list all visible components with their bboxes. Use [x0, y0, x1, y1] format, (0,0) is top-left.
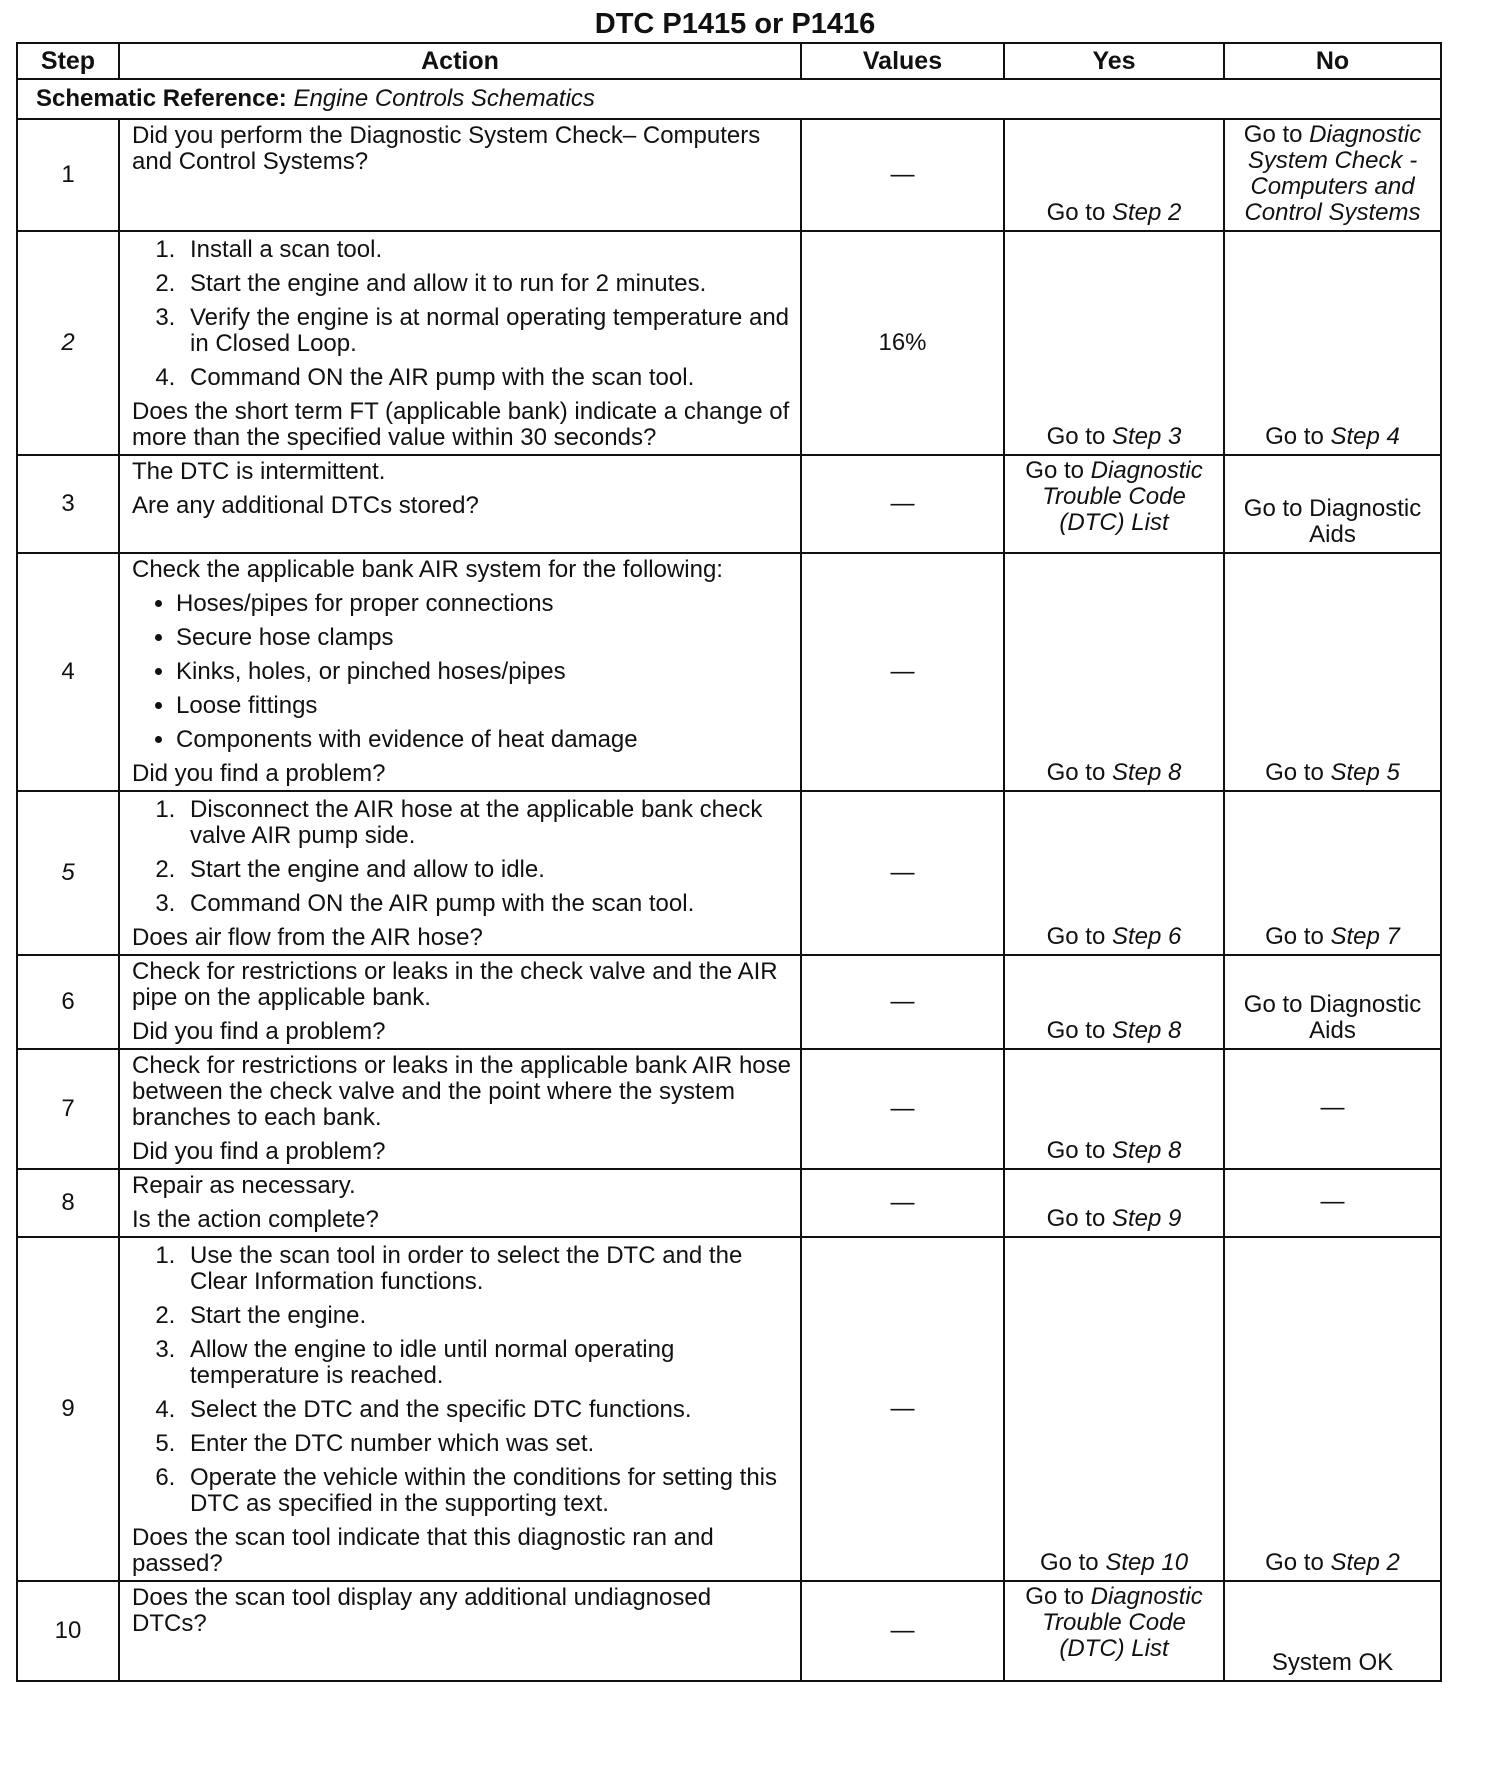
yes-goto-link: Diagnostic Trouble Code (DTC) List: [1042, 1583, 1203, 1662]
step-number: 6: [17, 955, 119, 1049]
action-bullet-item: • Hoses/pipes for proper connections: [176, 591, 792, 617]
yes-cell: [1004, 553, 1224, 791]
action-step-item: 2. Start the engine and allow to idle.: [182, 857, 792, 883]
header-action: Action: [119, 43, 801, 79]
step-number: 10: [17, 1581, 119, 1681]
yes-goto-prefix: Go to: [1046, 759, 1106, 786]
step-number: 5: [17, 791, 119, 955]
header-yes: Yes: [1004, 43, 1224, 79]
yes-cell: [1004, 791, 1224, 955]
no-goto-prefix: Go to: [1265, 423, 1324, 450]
action-bullet-item: • Loose fittings: [176, 693, 792, 719]
yes-goto-link: Step 9: [1111, 1205, 1182, 1232]
action-cell: [119, 791, 801, 955]
action-cell: [119, 455, 801, 553]
table-row-step-6: [17, 955, 1441, 1049]
no-cell: —: [1224, 1049, 1441, 1169]
values-cell: —: [801, 1169, 1004, 1237]
table-header-row: [17, 43, 1441, 79]
yes-goto-link: Step 2: [1111, 199, 1182, 226]
action-intro: Check for restrictions or leaks in the check valve and the AIR pipe on the applicable bank.: [132, 958, 778, 1011]
no-cell: [1224, 119, 1441, 231]
no-cell: Go to Diagnostic Aids: [1224, 455, 1441, 553]
yes-cell: [1004, 1169, 1224, 1237]
no-goto-prefix: Go to: [1265, 1549, 1324, 1576]
step-number: 7: [17, 1049, 119, 1169]
no-cell: —: [1224, 1169, 1441, 1237]
table-row-step-8: [17, 1169, 1441, 1237]
action-question: Did you find a problem?: [132, 760, 386, 787]
values-cell: 16%: [801, 231, 1004, 455]
no-cell: [1224, 791, 1441, 955]
action-steps-list: [132, 237, 792, 391]
no-goto-prefix: Go to: [1243, 121, 1303, 148]
step-number: 1: [17, 119, 119, 231]
no-goto-link: Diagnostic System Check - Computers and Control Systems: [1244, 121, 1422, 226]
values-cell: —: [801, 1049, 1004, 1169]
no-cell: [1224, 1237, 1441, 1581]
yes-goto-prefix: Go to: [1046, 923, 1106, 950]
values-cell: —: [801, 1237, 1004, 1581]
yes-goto-prefix: Go to: [1046, 1137, 1106, 1164]
action-question: Does the scan tool indicate that this diagnostic ran and passed?: [132, 1524, 714, 1577]
table-row-step-2: [17, 231, 1441, 455]
step-number: 9: [17, 1237, 119, 1581]
header-step: Step: [17, 43, 119, 79]
step-number: 3: [17, 455, 119, 553]
schematic-reference: [17, 79, 1441, 119]
action-step-item: 1. Disconnect the AIR hose at the applicable bank check valve AIR pump side.: [182, 797, 792, 849]
header-no: No: [1224, 43, 1441, 79]
no-cell: Go to Diagnostic Aids: [1224, 955, 1441, 1049]
action-intro: The DTC is intermittent.: [132, 458, 386, 485]
table-row-step-7: [17, 1049, 1441, 1169]
yes-goto-prefix: Go to: [1039, 1549, 1099, 1576]
action-step-item: 6. Operate the vehicle within the conditions for setting this DTC as specified in the supporting text.: [182, 1465, 792, 1517]
yes-goto-prefix: Go to: [1025, 1583, 1084, 1610]
action-cell: [119, 1169, 801, 1237]
action-question: Is the action complete?: [132, 1206, 379, 1233]
action-steps-list: [132, 1243, 792, 1517]
action-question: Are any additional DTCs stored?: [132, 492, 479, 519]
no-cell: System OK: [1224, 1581, 1441, 1681]
no-goto-link: Step 5: [1330, 759, 1400, 786]
action-step-item: 3. Command ON the AIR pump with the scan tool.: [182, 891, 792, 917]
values-cell: —: [801, 119, 1004, 231]
action-question: Did you find a problem?: [132, 1018, 386, 1045]
action-cell: [119, 955, 801, 1049]
values-cell: —: [801, 553, 1004, 791]
action-steps-list: [132, 797, 792, 917]
action-step-item: 4. Select the DTC and the specific DTC functions.: [182, 1397, 792, 1423]
no-goto-link: Step 2: [1330, 1549, 1400, 1576]
no-goto-link: Step 7: [1330, 923, 1400, 950]
action-step-item: 2. Start the engine.: [182, 1303, 792, 1329]
action-step-item: 4. Command ON the AIR pump with the scan tool.: [182, 365, 792, 391]
yes-cell: [1004, 955, 1224, 1049]
table-row-step-3: [17, 455, 1441, 553]
action-cell: [119, 231, 801, 455]
values-cell: —: [801, 791, 1004, 955]
no-goto-prefix: Go to: [1265, 759, 1324, 786]
step-number: 2: [17, 231, 119, 455]
yes-goto-prefix: Go to: [1025, 457, 1084, 484]
action-step-item: 3. Allow the engine to idle until normal operating temperature is reached.: [182, 1337, 792, 1389]
schematic-row: [17, 79, 1441, 119]
table-row-step-1: [17, 119, 1441, 231]
action-intro: Check for restrictions or leaks in the applicable bank AIR hose between the check valve and the point where the system branches to each bank.: [132, 1052, 792, 1131]
yes-cell: [1004, 455, 1224, 553]
action-cell: [119, 1581, 801, 1681]
action-bullet-list: [132, 591, 792, 753]
table-row-step-4: [17, 553, 1441, 791]
schematic-label: Schematic Reference:: [36, 85, 287, 112]
action-step-item: 3. Verify the engine is at normal operating temperature and in Closed Loop.: [182, 305, 792, 357]
action-step-item: 5. Enter the DTC number which was set.: [182, 1431, 792, 1457]
action-cell: [119, 553, 801, 791]
action-bullet-item: • Kinks, holes, or pinched hoses/pipes: [176, 659, 792, 685]
action-question: Does air flow from the AIR hose?: [132, 924, 483, 951]
values-cell: —: [801, 955, 1004, 1049]
yes-goto-prefix: Go to: [1046, 1017, 1106, 1044]
values-cell: —: [801, 455, 1004, 553]
yes-goto-link: Diagnostic Trouble Code (DTC) List: [1042, 457, 1203, 536]
yes-cell: [1004, 119, 1224, 231]
action-intro: Did you perform the Diagnostic System Check– Computers and Control Systems?: [132, 122, 761, 175]
no-goto-link: Step 4: [1330, 423, 1400, 450]
action-question: Did you find a problem?: [132, 1138, 386, 1165]
action-intro: Repair as necessary.: [132, 1172, 356, 1199]
action-step-item: 1. Install a scan tool.: [182, 237, 792, 263]
yes-cell: [1004, 1237, 1224, 1581]
dtc-table: [16, 42, 1442, 1682]
yes-goto-link: Step 8: [1111, 1017, 1182, 1044]
page-title: DTC P1415 or P1416: [594, 8, 876, 40]
action-cell: [119, 1049, 801, 1169]
yes-goto-link: Step 3: [1111, 423, 1182, 450]
action-question: Does the short term FT (applicable bank) indicate a change of more than the specified value within 30 seconds?: [132, 398, 790, 451]
yes-goto-link: Step 8: [1111, 1137, 1182, 1164]
yes-goto-link: Step 6: [1111, 923, 1182, 950]
yes-cell: [1004, 231, 1224, 455]
action-intro: Check the applicable bank AIR system for the following:: [132, 556, 723, 583]
values-cell: —: [801, 1581, 1004, 1681]
table-row-step-10: [17, 1581, 1441, 1681]
action-bullet-item: • Secure hose clamps: [176, 625, 792, 651]
table-row-step-5: [17, 791, 1441, 955]
table-row-step-9: [17, 1237, 1441, 1581]
action-cell: [119, 119, 801, 231]
no-goto-prefix: Go to: [1265, 923, 1324, 950]
step-number: 8: [17, 1169, 119, 1237]
action-step-item: 1. Use the scan tool in order to select the DTC and the Clear Information functions.: [182, 1243, 792, 1295]
header-values: Values: [801, 43, 1004, 79]
step-number: 4: [17, 553, 119, 791]
schematic-value: Engine Controls Schematics: [293, 85, 595, 112]
no-cell: [1224, 231, 1441, 455]
action-intro: Does the scan tool display any additional undiagnosed DTCs?: [132, 1584, 712, 1637]
yes-goto-link: Step 8: [1111, 759, 1182, 786]
yes-cell: [1004, 1581, 1224, 1681]
action-bullet-item: • Components with evidence of heat damage: [176, 727, 792, 753]
yes-cell: [1004, 1049, 1224, 1169]
action-cell: [119, 1237, 801, 1581]
yes-goto-prefix: Go to: [1046, 423, 1106, 450]
action-step-item: 2. Start the engine and allow it to run for 2 minutes.: [182, 271, 792, 297]
no-cell: [1224, 553, 1441, 791]
yes-goto-prefix: Go to: [1046, 199, 1106, 226]
yes-goto-prefix: Go to: [1046, 1205, 1106, 1232]
yes-goto-link: Step 10: [1105, 1549, 1189, 1576]
